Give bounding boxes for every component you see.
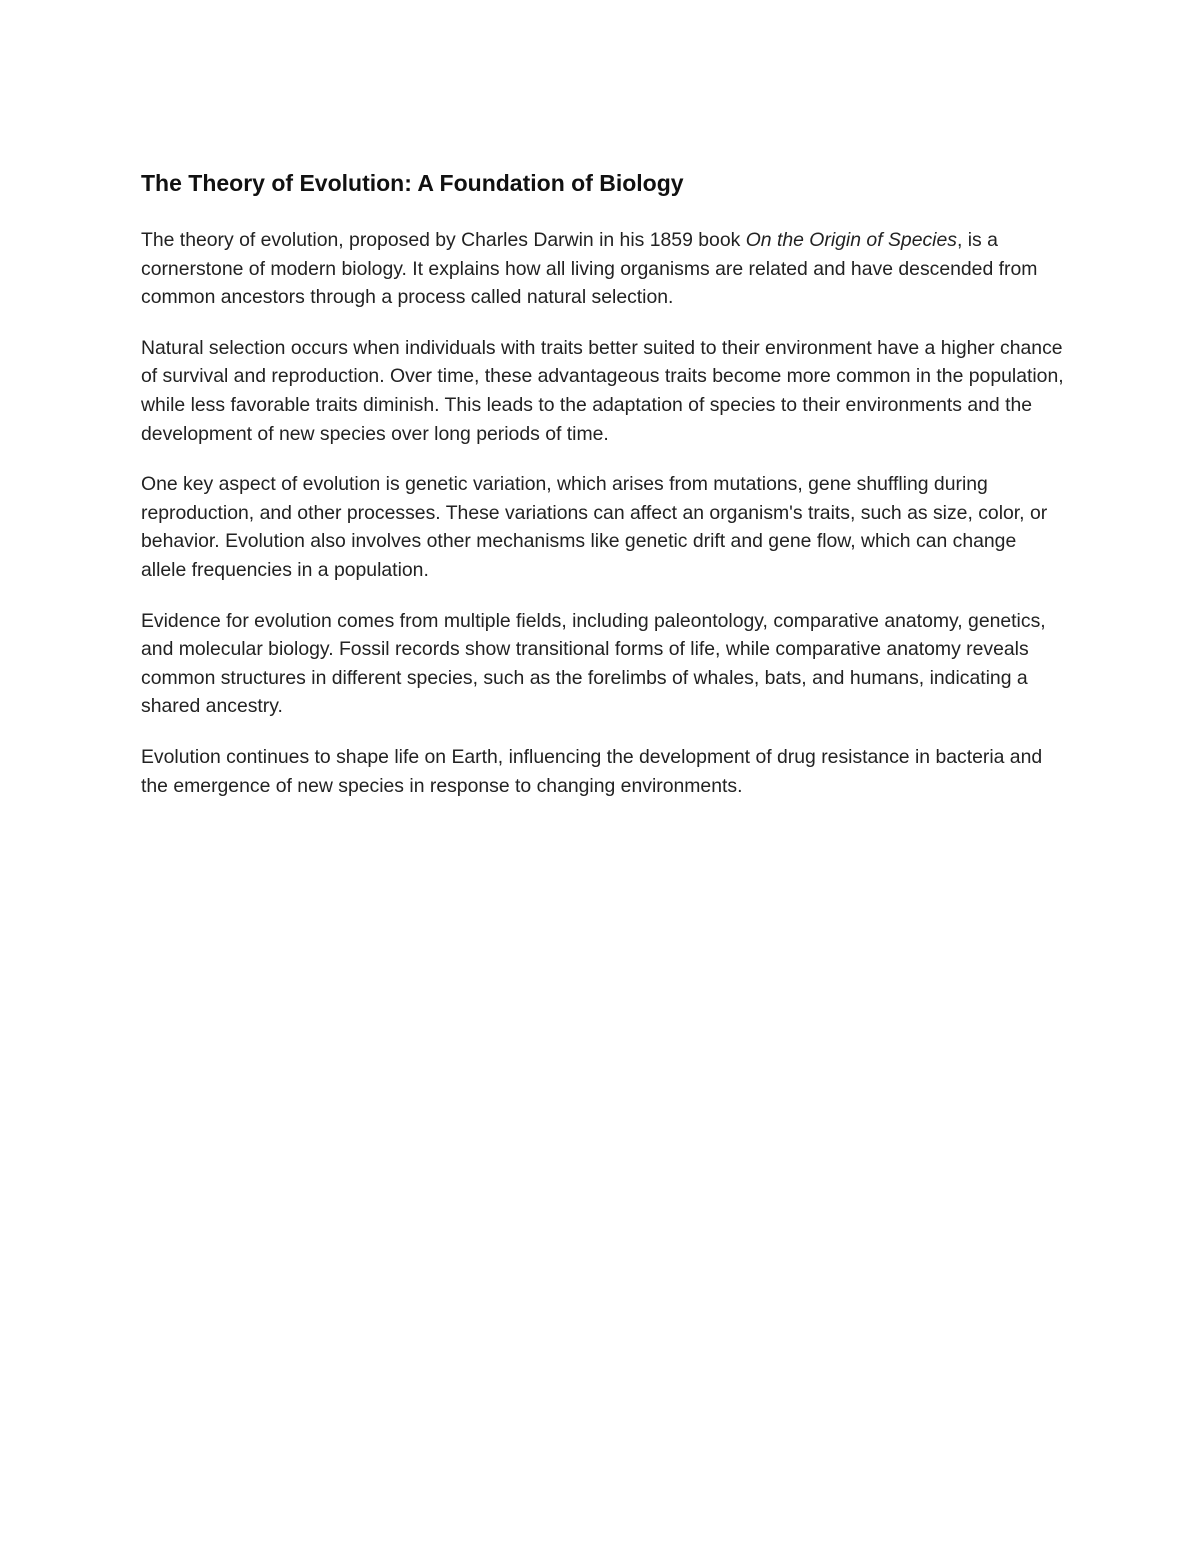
paragraph-1: [141, 226, 1066, 312]
paragraph-2: Natural selection occurs when individuals with traits better suited to their environment have a higher chance of survival and reproduction. Over time, these advantageous traits become more common in the population, while less favorable traits diminish. This leads to the adaptation of species to their environments and the development of new species over long periods of time.: [141, 336, 1064, 445]
book-title: On the Origin of Species: [745, 229, 957, 251]
document-body: [141, 166, 1066, 822]
document-title: The Theory of Evolution: A Foundation of Biology: [141, 170, 684, 196]
paragraph-1-text-start: The theory of evolution, proposed by Charles Darwin in his 1859 book: [141, 229, 746, 251]
paragraph-3: One key aspect of evolution is genetic variation, which arises from mutations, gene shuffling during reproduction, and other processes. These variations can affect an organism's traits, such as size, color, or behavior. Evolution also involves other mechanisms like genetic drift and gene flow, which can change allele frequencies in a population.: [141, 473, 1048, 581]
paragraph-5: Evolution continues to shape life on Earth, influencing the development of drug resistance in bacteria and the emergence of new species in response to changing environments.: [141, 745, 1043, 797]
paragraph-1-text-end: , is a cornerstone of modern biology. It explains how all living organisms are related and have descended from common ancestors through a process called natural selection.: [141, 229, 1038, 309]
paragraph-4: Evidence for evolution comes from multiple fields, including paleontology, comparative anatomy, genetics, and molecular biology. Fossil records show transitional forms of life, while comparative anatomy reveals common structures in different species, such as the forelimbs of whales, bats, and humans, indicating a shared ancestry.: [141, 609, 1046, 718]
